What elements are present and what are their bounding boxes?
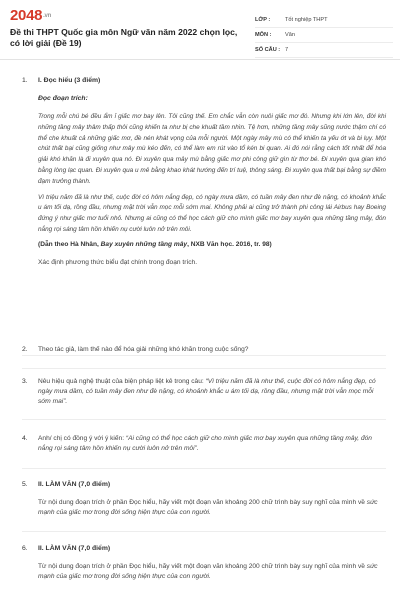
meta-row-question-count: [255, 43, 393, 58]
meta-value: Văn: [285, 32, 295, 38]
question-quote: “Ai cũng có thể học cách giữ cho mình giấc mơ bay xuyên qua những tầng mây, đón nắng rọi sáng tâm hồn khiến nụ cười luôn nở trên môi”.: [38, 435, 372, 453]
question-text: Theo tác giả, làm thế nào để hóa giải những khó khăn trong cuộc sống?: [38, 346, 249, 353]
question-prefix: Anh/ chị có đồng ý với ý kiến:: [38, 435, 126, 442]
question-4: [0, 434, 400, 454]
page-header: [0, 0, 400, 60]
meta-key: LỚP :: [255, 17, 271, 23]
question-heading: I. Đọc hiểu (3 điểm): [38, 77, 101, 84]
question-emphasis: sức mạnh của giấc mơ trong đời sống hiện thực của con người.: [38, 563, 378, 581]
question-number: 1.: [22, 77, 28, 84]
meta-key: MÔN :: [255, 32, 272, 38]
exam-meta-table: [255, 13, 393, 58]
meta-key: SỐ CÂU :: [255, 47, 281, 53]
questions-list: [0, 76, 400, 581]
meta-row-grade: [255, 13, 393, 28]
question-text: [38, 498, 386, 518]
divider: [22, 468, 386, 469]
passage-paragraph-1: Trong mỗi chú bé đều ẩm ỉ giấc mơ bay lên. Tôi cũng thế. Em chắc vẫn còn nuôi giấc mơ đó. Nhưng khi lớn lên, đời khi những tầng mây thâm thấp thôi cũng khiến ta như bị che khuất tầm nhìn. Tệ hơn, những tầng mây sũng nước thậm chí có thể che khuất cả những giấc mơ, đè nén khát vọng của mỗi người. Một ngày mây mù có thể khiến ta yếu ớt và bi lụy. Một chút thất bại cũng giống như mây mù kéo đến, có thể làm em rút vào tổ kén bi quan. Ai đó nói rằng cách tốt nhất để hóa giải khó khăn là đi xuyên qua nó. Đi xuyên qua mây mù bằng giấc mơ phi công giữ gìn từ thơ bé. Đi xuyên qua gian khó bằng lòng lạc quan. Đi xuyên qua u mê bằng khao khát hướng đến trí tuệ, thông sáng. Đi xuyên qua thất bại bằng sự điềm đạm trưởng thành.: [38, 113, 386, 185]
question-prefix: Từ nội dung đoạn trích ở phần Đọc hiểu, hãy viết một đoạn văn khoảng 200 chữ trình bày suy nghĩ của mình về: [38, 499, 367, 506]
source-book: Bay xuyên những tầng mây: [100, 240, 188, 248]
source-suffix: , NXB Văn học. 2016, tr. 98): [187, 240, 272, 248]
question-1: [0, 76, 400, 268]
meta-value: Tốt nghiệp THPT: [285, 17, 328, 23]
passage-source: [38, 240, 386, 250]
question-3: [0, 377, 400, 408]
document-title: Đề thi THPT Quốc gia môn Ngữ văn năm 2022 chọn lọc, có lời giải (Đề 19): [10, 27, 238, 48]
source-prefix: (Dẫn theo Hà Nhân,: [38, 240, 101, 248]
site-logo[interactable]: [10, 8, 51, 24]
passage-label: Đọc đoạn trích:: [38, 95, 88, 102]
question-quote: “Vì triệu năm đã là như thế, cuộc đời có hôm nắng đẹp, có ngày mưa dầm, có tuần mây đen như đè nặng, có khoảnh khắc u ám tối dạ, rồng đầu, nhưng mặt trời vẫn mọc mỗi sớm mai”.: [38, 378, 376, 406]
question-6: [0, 544, 400, 582]
question-text: [38, 434, 386, 454]
question-heading: II. LÀM VĂN (7,0 điểm): [38, 545, 111, 552]
question-text: [38, 562, 386, 582]
question-number: 5.: [22, 481, 28, 488]
question-emphasis: sức mạnh của giấc mơ trong đời sống hiện thực của con người.: [38, 499, 378, 517]
divider: [22, 419, 386, 420]
meta-value: 7: [285, 47, 289, 53]
question-text: [38, 377, 386, 408]
logo-suffix: .vn: [43, 13, 51, 19]
logo-text: 2048: [10, 7, 43, 24]
question-2: [0, 345, 400, 355]
question-prefix: Nêu hiệu quả nghệ thuật của biện pháp liệt kê trong câu:: [38, 378, 206, 385]
question-heading: II. LÀM VĂN (7,0 điểm): [38, 481, 111, 488]
question-text: Xác định phương thức biểu đạt chính trong đoạn trích.: [38, 258, 198, 266]
meta-row-subject: [255, 28, 393, 43]
question-5: [0, 480, 400, 518]
question-number: 3.: [22, 378, 28, 385]
question-prefix: Từ nội dung đoạn trích ở phần Đọc hiểu, hãy viết một đoạn văn khoảng 200 chữ trình bày suy nghĩ của mình về: [38, 563, 367, 570]
question-number: 2.: [22, 346, 28, 353]
divider: [22, 368, 386, 369]
question-number: 4.: [22, 435, 28, 442]
divider: [22, 531, 386, 532]
question-number: 6.: [22, 545, 28, 552]
passage-paragraph-2: Vì triệu năm đã là như thế, cuộc đời có hôm nắng đẹp, có ngày mưa dầm, có tuần mây đen như đè nặng, có khoảnh khắc u ám tối dạ, rồng đầu, nhưng mặt trời vẫn mọc mỗi sớm mai. Không phải ai cũng trở thành phi công lái Airbus hay Boeing đứng ý như giấc mơ tuổi nhỏ. Nhưng ai cũng có thể học cách giữ cho mình giấc mơ bay xuyên qua những tầng mây, đón nắng rọi sáng tâm hồn khiến nụ cười luôn nở trên môi.: [38, 193, 386, 233]
